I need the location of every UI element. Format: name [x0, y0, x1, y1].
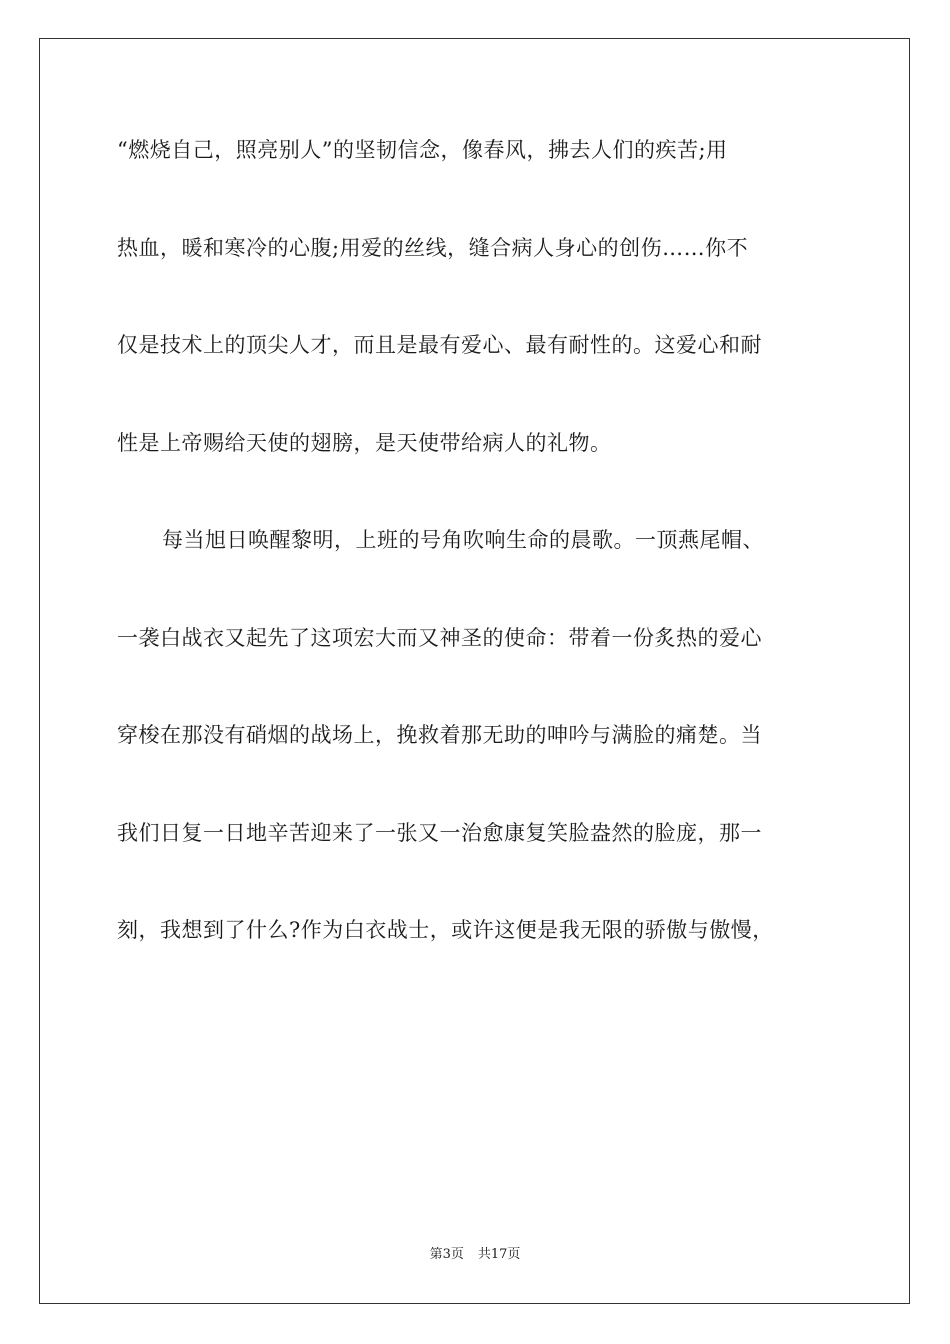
- page-footer: [0, 1243, 950, 1262]
- text-line: 每当旭日唤醒黎明，上班的号角吹响生命的晨歌。一顶燕尾帽、: [162, 528, 764, 552]
- text-line: 穿梭在那没有硝烟的战场上，挽救着那无助的呻吟与满脸的痛楚。当: [117, 723, 762, 747]
- text-line: 热血，暖和寒冷的心腹;用爱的丝线，缝合病人身心的创伤……你不: [117, 235, 749, 260]
- text-line: 我们日复一日地辛苦迎来了一张又一治愈康复笑脸盎然的脸庞，那一: [117, 820, 762, 845]
- text-line: 一袭白战衣又起先了这项宏大而又神圣的使命：带着一份炙热的爱心: [117, 625, 762, 650]
- page-number: 第3页: [429, 1247, 464, 1262]
- page-total: 共17页: [477, 1247, 521, 1262]
- document-body: [117, 118, 837, 996]
- text-line: 仅是技术上的顶尖人才，而且是最有爱心、最有耐性的。这爱心和耐: [117, 333, 762, 357]
- text-line: 性是上帝赐给天使的翅膀，是天使带给病人的礼物。: [117, 430, 612, 455]
- text-line: “燃烧自己，照亮别人”的坚韧信念，像春风，拂去人们的疾苦;用: [117, 138, 728, 162]
- text-line: 刻，我想到了什么?作为白衣战士，或许这便是我无限的骄傲与傲慢，: [117, 918, 774, 942]
